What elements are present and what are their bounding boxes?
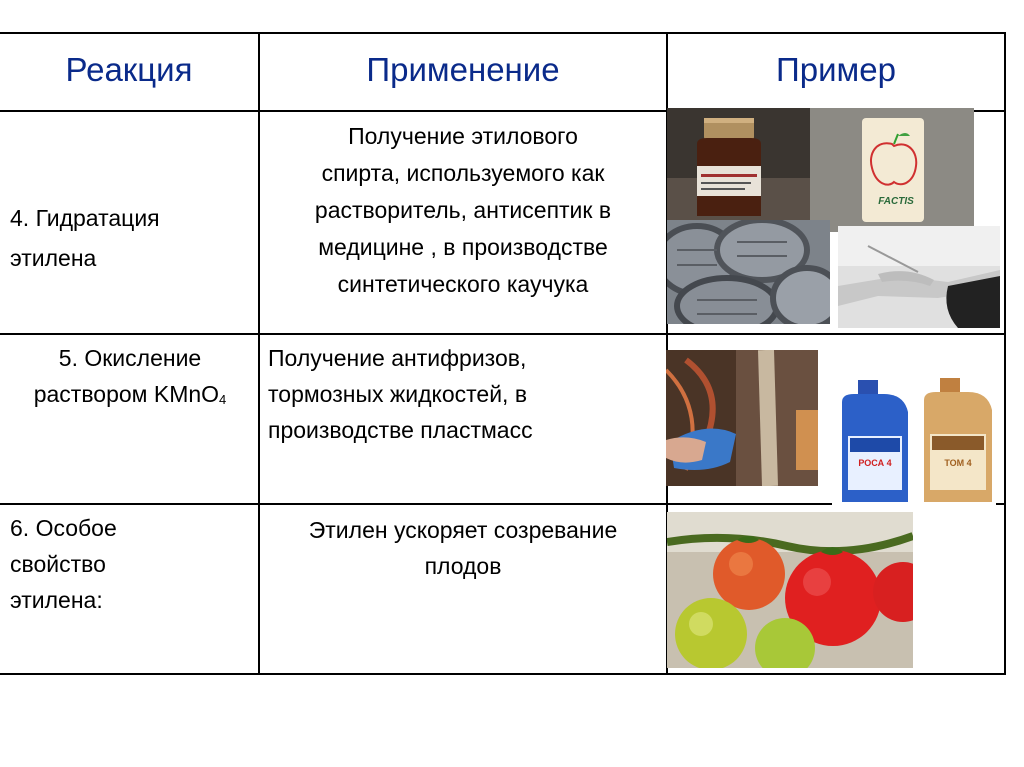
header-application: Применение xyxy=(366,51,560,88)
eraser-brand-label: FACTIS xyxy=(878,196,914,207)
row2-reaction-subscript: 4 xyxy=(219,392,227,407)
row3-reaction-line1: 6. Особое xyxy=(10,515,117,541)
row1-application-line5: синтетического каучука xyxy=(337,271,589,297)
header-example: Пример xyxy=(776,51,896,88)
row2-reaction-line1: 5. Окисление xyxy=(58,345,202,371)
bottle-label-1: РОСА 4 xyxy=(858,458,892,468)
tires-image xyxy=(667,220,830,324)
header-reaction: Реакция xyxy=(65,51,193,88)
row2-application-line1: Получение антифризов, xyxy=(268,345,527,371)
row1-reaction-line2: этилена xyxy=(10,245,97,271)
row3-reaction xyxy=(10,510,255,618)
row3-application xyxy=(262,512,664,584)
row1-application-line2: спирта, используемого как xyxy=(321,160,605,186)
row1-reaction xyxy=(10,200,255,276)
row3-application-line2: плодов xyxy=(424,553,502,579)
table-bottom-border xyxy=(0,673,1006,675)
table-top-border xyxy=(0,32,1006,34)
row2-application xyxy=(268,340,664,448)
row1-application-line4: медицине , в производстве xyxy=(318,234,608,260)
row2-application-line3: производстве пластмасс xyxy=(268,417,533,443)
row1-reaction-line1: 4. Гидратация xyxy=(10,205,160,231)
bottle-label-2: ТОМ 4 xyxy=(944,458,972,468)
row-divider-1 xyxy=(0,333,1006,335)
medicine-bottle-image xyxy=(667,108,810,220)
eraser-image xyxy=(810,108,974,232)
engine-refill-image xyxy=(666,350,818,486)
row1-application-line3: растворитель, антисептик в xyxy=(314,197,612,223)
row3-application-line1: Этилен ускоряет созревание xyxy=(308,517,618,543)
row3-reaction-line3: этилена: xyxy=(10,587,103,613)
medical-procedure-image xyxy=(838,226,1000,328)
tomatoes-image xyxy=(667,512,913,668)
table-right-border xyxy=(1004,32,1006,675)
row2-reaction-formula: раствором KMnO xyxy=(33,381,220,407)
row1-application xyxy=(262,118,664,303)
column-divider-1 xyxy=(258,32,260,675)
row2-reaction xyxy=(2,340,258,418)
row2-application-line2: тормозных жидкостей, в xyxy=(268,381,528,407)
row1-application-line1: Получение этилового xyxy=(348,123,578,149)
row3-reaction-line2: свойство xyxy=(10,551,106,577)
row2-reaction-line2 xyxy=(2,376,258,418)
brake-fluid-bottles-image xyxy=(832,372,996,510)
